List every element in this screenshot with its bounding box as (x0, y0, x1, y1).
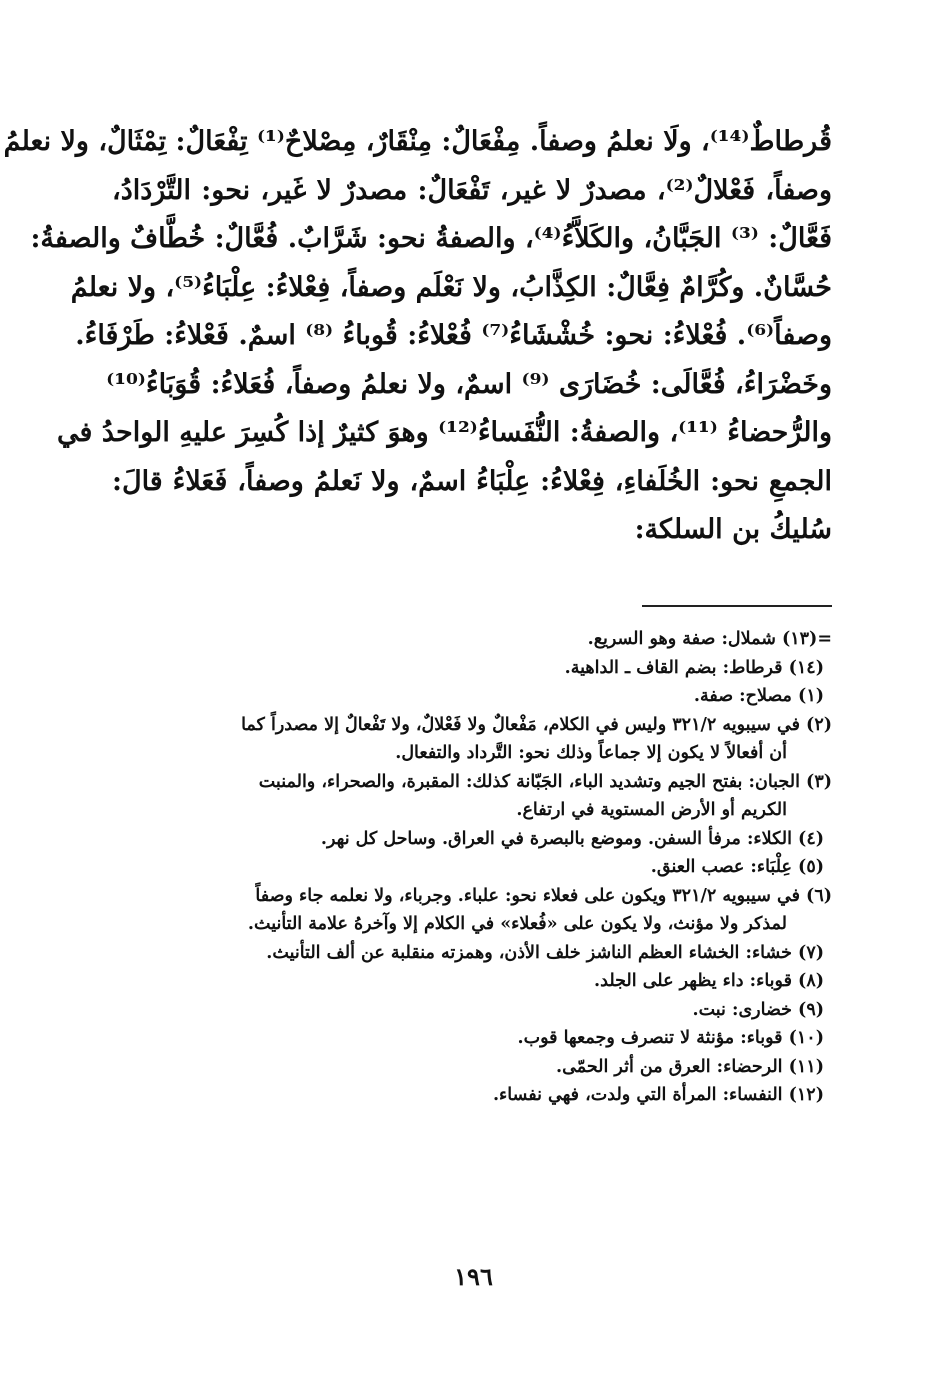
main-text-line: الجمعِ نحو: الخُلَفاءِ، فِعْلاءُ: عِلْبَاءُ اسمٌ، ولا نَعلمُ وصفاً، فَعَلاءُ قالَ: (112, 465, 832, 497)
footnote-line: (٢) في سيبويه ٣٢١/٢ وليس في الكلام، مَفْعالٌ ولا فَعْلالٌ، ولا تَفْعالٌ إلا مصدراً كما (241, 714, 832, 735)
footnote-line: (١٤) قرطاط: بضم القاف ـ الداهية. (564, 657, 824, 678)
main-text-line: قُرطاطٌ⁽¹⁴⁾، ولَا نعلمُ وصفاً. مِفْعَالٌ: مِنْقَارٌ، مِصْلاحٌ⁽¹⁾ تِفْعَالٌ: تِمْثَالٌ، ولا نعلمُ (3, 126, 832, 157)
page-number: ١٩٦ (454, 1262, 493, 1291)
footnote-8 (112, 967, 832, 996)
main-text-line: وصفاً⁽⁶⁾. فُعْلاءُ: نحو: خُشْشَاءُ⁽⁷⁾ فُعْلاءُ: قُوباءُ ⁽⁸⁾ اسمٌ. فَعْلاءُ: طَرْفَاءُ. (75, 320, 832, 351)
main-text-line: حُسَّانٌ. وكُرَّامٌ فِعَّالٌ: الكِذَّابُ، ولا نَعْلَم وصفاً، فِعْلاءُ: عِلْبَاءُ⁽⁵⁾، ولا نعلمُ (70, 271, 832, 303)
footnotes-list (112, 625, 832, 1110)
footnote-line: (٦) في سيبويه ٣٢١/٢ ويكون على فعلاء نحو: علباء. وجرباء، ولا نعلمه جاء وصفاً (255, 885, 832, 906)
footnote-line: (٩) خضارى: نبت. (692, 999, 824, 1020)
main-text-line: سُليكُ بن السلكة: (634, 514, 832, 545)
footnote-3 (112, 768, 832, 825)
footnote-11 (112, 1053, 832, 1082)
footnote-13 (112, 625, 832, 654)
footnote-line: أن أفعالاً لا يكون إلا جماعاً وذلك نحو: التَّرداد والتفعال. (395, 743, 787, 763)
footnote-line: (٥) عِلْبَاء: عصب العنق. (650, 857, 824, 877)
footnote-line: =(١٣) شملال: صفة وهو السريع. (587, 629, 832, 649)
footnote-line: (٣) الجبان: بفتح الجيم وتشديد الباء، الجَبّانة كذلك: المقبرة، والصحراء، والمنبت (258, 771, 832, 792)
footnote-12 (112, 1081, 832, 1110)
footnote-line: لمذكر ولا مؤنث، ولا يكون على «فُعلاء» في الكلام إلا وآخرهُ علامة التأنيث. (247, 914, 787, 934)
footnote-9 (112, 996, 832, 1025)
footnote-line: (٨) قوباء: داء يظهر على الجلد. (594, 971, 824, 991)
footnote-5 (112, 853, 832, 882)
footnote-4 (112, 825, 832, 854)
footnote-14 (112, 654, 832, 683)
footnote-2 (112, 711, 832, 768)
main-text-body (3, 118, 832, 555)
footnote-1 (112, 682, 832, 711)
footnote-line: (٤) الكلاء: مرفأ السفن. وموضع بالبصرة في العراق. وساحل كل نهر. (320, 828, 824, 849)
footnote-6 (112, 882, 832, 939)
footnote-line: (١٠) قوباء: مؤنثة لا تنصرف وجمعها قوب. (517, 1028, 824, 1048)
footnote-line: (١) مصلاح: صفة. (693, 686, 824, 706)
footnote-7 (112, 939, 832, 968)
footnote-line: (١٢) النفساء: المرأة التي ولدت، فهي نفساء. (492, 1085, 824, 1105)
footnote-10 (112, 1024, 832, 1053)
main-text-line: والرُّحضاءُ ⁽¹¹⁾، والصفةُ: النُّفَساءُ⁽¹²⁾ وهوَ كثيرٌ إذا كُسِرَ عليهِ الواحدُ في (57, 417, 832, 448)
footnote-line: الكريم أو الأرض المستوية في ارتفاع. (516, 800, 787, 820)
footnote-divider (642, 605, 832, 607)
footnote-line: (٧) خشاء: الخشاء العظم الناشز خلف الأذن، وهمزته منقلبة عن ألف التأنيث. (266, 942, 824, 963)
footnote-line: (١١) الرحضاء: العرق من أثر الحمّى. (556, 1056, 824, 1077)
main-text-line: وخَضْرَاءُ، فُعَّالَى: خُضَارَى ⁽⁹⁾ اسمٌ، ولا نعلمُ وصفاً، فُعَلاءُ: قُوَبَاءُ⁽¹⁰⁾ (106, 368, 832, 400)
main-text-line: وصفاً، فَعْلالٌ⁽²⁾، مصدرٌ لا غير، تَفْعَالٌ: مصدرٌ لا غَير، نحو: التَّرْدَادُ، (112, 174, 832, 206)
main-text-line: فَعَّالٌ: ⁽³⁾ الجَبَّانُ، والكَلاَّءُ⁽⁴⁾، والصفةُ نحو: شَرَّابٌ. فُعَّالٌ: خُطَّافٌ والصفةُ: (30, 223, 832, 254)
